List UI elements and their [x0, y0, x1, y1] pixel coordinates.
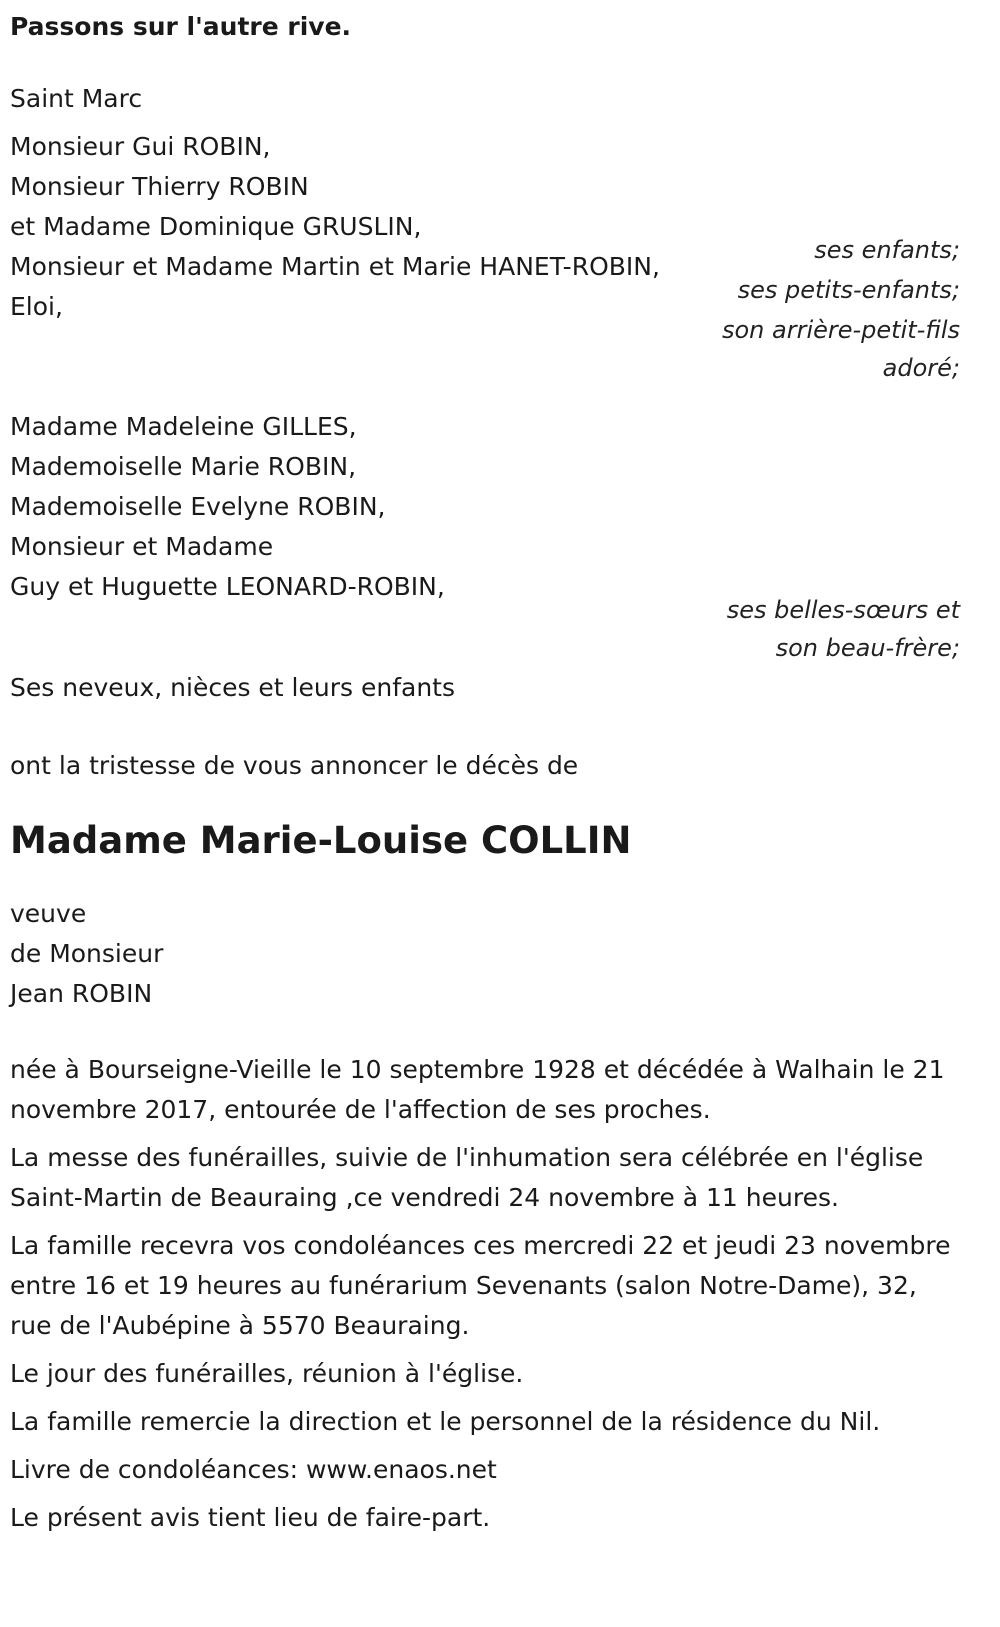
children-relation: ses enfants;	[814, 236, 960, 264]
children-name: Monsieur Gui ROBIN,	[10, 132, 271, 161]
deceased-name: Madame Marie-Louise COLLIN	[10, 819, 632, 862]
announcement-line: ont la tristesse de vous annoncer le décès de	[10, 751, 579, 780]
grandchildren-relation: ses petits-enfants;	[737, 276, 960, 304]
place-line: Saint Marc	[10, 84, 143, 113]
condolence-book-paragraph: Livre de condoléances: www.enaos.net	[10, 1455, 497, 1484]
intro-heading: Passons sur l'autre rive.	[10, 12, 352, 41]
relatives-line: Ses neveux, nièces et leurs enfants	[10, 673, 455, 702]
great-grandchild-relation: son arrière-petit-fils	[721, 316, 960, 344]
in-law-name: Monsieur et Madame	[10, 532, 274, 561]
widow-block	[10, 894, 960, 1014]
meeting-paragraph: Le jour des funérailles, réunion à l'église.	[10, 1359, 524, 1388]
funeral-mass-paragraph: La messe des funérailles, suivie de l'inhumation sera célébrée en l'église Saint-Martin de Beauraing ,ce vendredi 24 novembre à 11 heures.	[10, 1143, 924, 1212]
children-name: et Madame Dominique GRUSLIN,	[10, 212, 422, 241]
in-law-name: Mademoiselle Evelyne ROBIN,	[10, 492, 386, 521]
great-grandchild-group	[10, 287, 960, 388]
widow-line: veuve	[10, 899, 87, 928]
great-grandchild-relation: adoré;	[882, 354, 960, 382]
in-laws-relation: ses belles-sœurs et	[726, 596, 960, 624]
grandchildren-name: Monsieur et Madame Martin et Marie HANET-ROBIN,	[10, 252, 660, 281]
great-grandchild-name: Eloi,	[10, 292, 63, 321]
obituary-notice	[10, 0, 960, 1538]
in-law-name: Mademoiselle Marie ROBIN,	[10, 452, 357, 481]
thanks-paragraph: La famille remercie la direction et le personnel de la résidence du Nil.	[10, 1407, 881, 1436]
in-law-name: Guy et Huguette LEONARD-ROBIN,	[10, 572, 445, 601]
birth-death-paragraph: née à Bourseigne-Vieille le 10 septembre 1928 et décédée à Walhain le 21 novembre 2017, entourée de l'affection de ses proches.	[10, 1055, 945, 1124]
in-law-name: Madame Madeleine GILLES,	[10, 412, 357, 441]
in-laws-relation: son beau-frère;	[775, 634, 960, 662]
condolences-paragraph: La famille recevra vos condoléances ces mercredi 22 et jeudi 23 novembre entre 16 et 19 heures au funérarium Sevenants (salon Notre-Dame), 32, rue de l'Aubépine à 5570 Beauraing.	[10, 1231, 951, 1340]
widow-line: Jean ROBIN	[10, 979, 153, 1008]
children-name: Monsieur Thierry ROBIN	[10, 172, 309, 201]
notice-paragraph: Le présent avis tient lieu de faire-part.	[10, 1503, 491, 1532]
widow-line: de Monsieur	[10, 939, 164, 968]
in-laws-group	[10, 407, 960, 668]
